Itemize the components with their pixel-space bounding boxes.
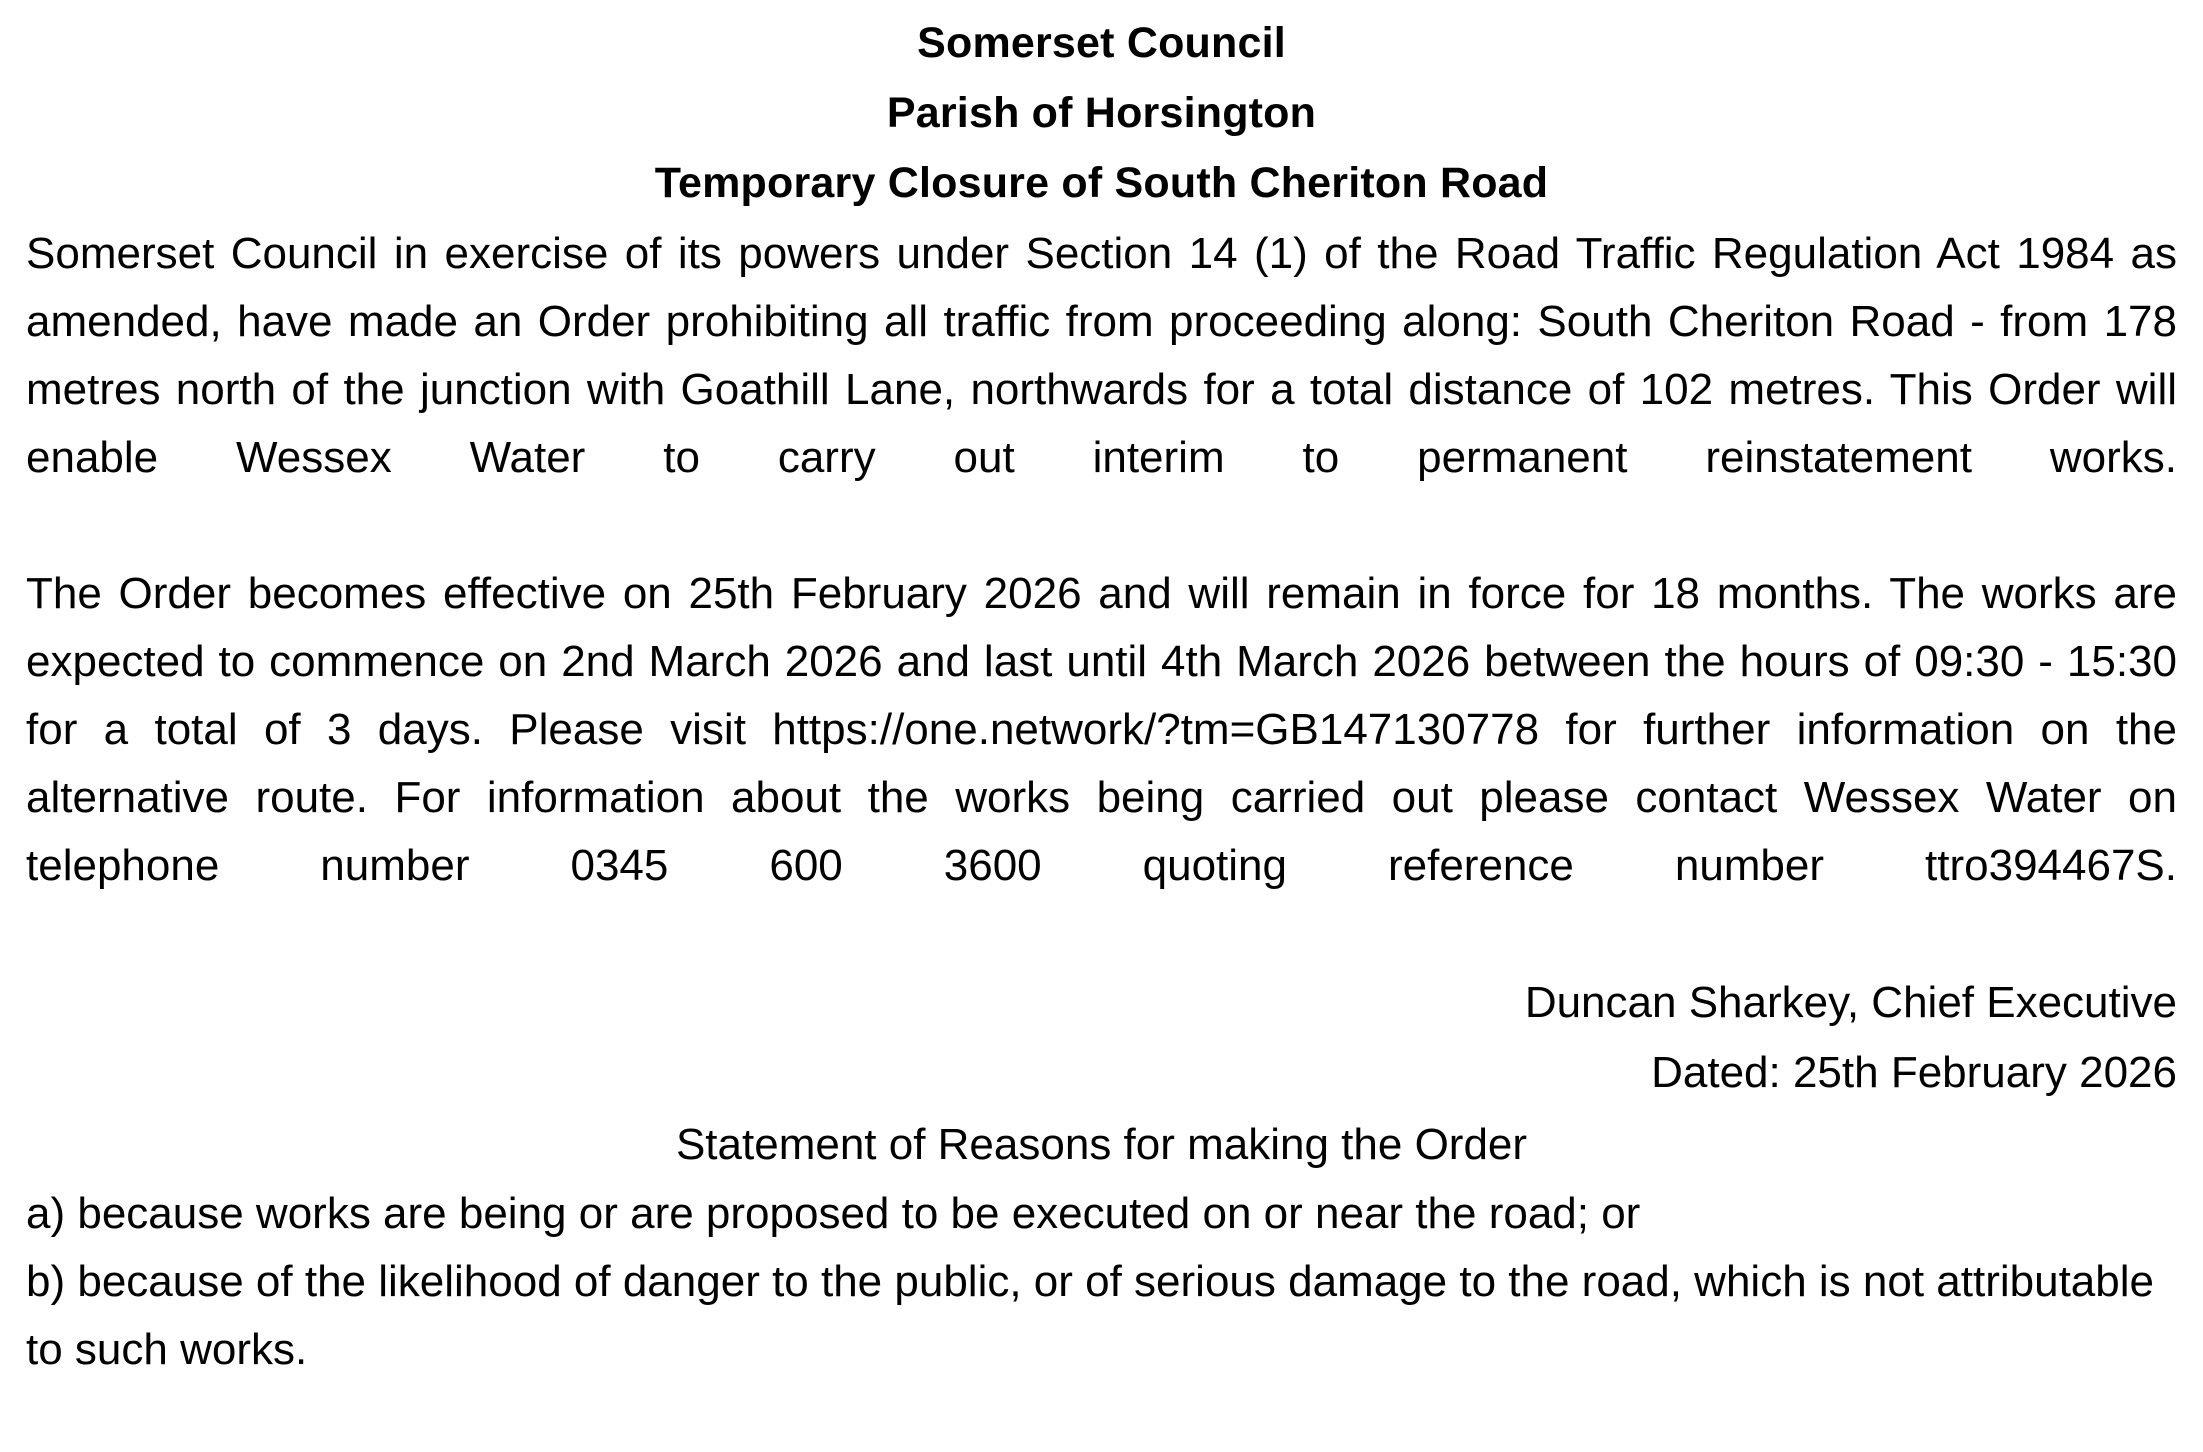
- notice-heading-authority: Somerset Council: [917, 19, 1286, 67]
- notice-heading-title: Temporary Closure of South Cheriton Road: [654, 159, 1549, 207]
- notice-paragraph-order-details: Somerset Council in exercise of its powers under Section 14 (1) of the Road Traffic Regulation Act 1984 as amended, have made an Order prohibiting all traffic from proceeding along: South Cheriton Road - from 178 metres north of the junction with Goathill Lane, northwards for a total distance of 102 metres. This Order will enable Wessex Water to carry out interim to permanent reinstatement works.: [26, 229, 2177, 482]
- signatory-date: Dated: 25th February 2026: [1651, 1048, 2177, 1097]
- signatory-name: Duncan Sharkey, Chief Executive: [1524, 978, 2177, 1027]
- reason-item-a: a) because works are being or are proposed to be executed on or near the road; or: [26, 1189, 1641, 1238]
- reason-item-b: b) because of the likelihood of danger to the public, or of serious damage to the road, which is not attributable to such works.: [26, 1257, 2154, 1374]
- statement-of-reasons-heading: Statement of Reasons for making the Order: [675, 1120, 1528, 1169]
- notice-heading-parish: Parish of Horsington: [886, 89, 1317, 137]
- notice-paragraph-dates-contact: The Order becomes effective on 25th February 2026 and will remain in force for 18 months. The works are expected to commence on 2nd March 2026 and last until 4th March 2026 between the hours of 09:30 - 15:30 for a total of 3 days. Please visit https://one.network/?tm=GB147130778 for further information on the alternative route. For information about the works being carried out please contact Wessex Water on telephone number 0345 600 3600 quoting reference number ttro394467S.: [26, 569, 2177, 890]
